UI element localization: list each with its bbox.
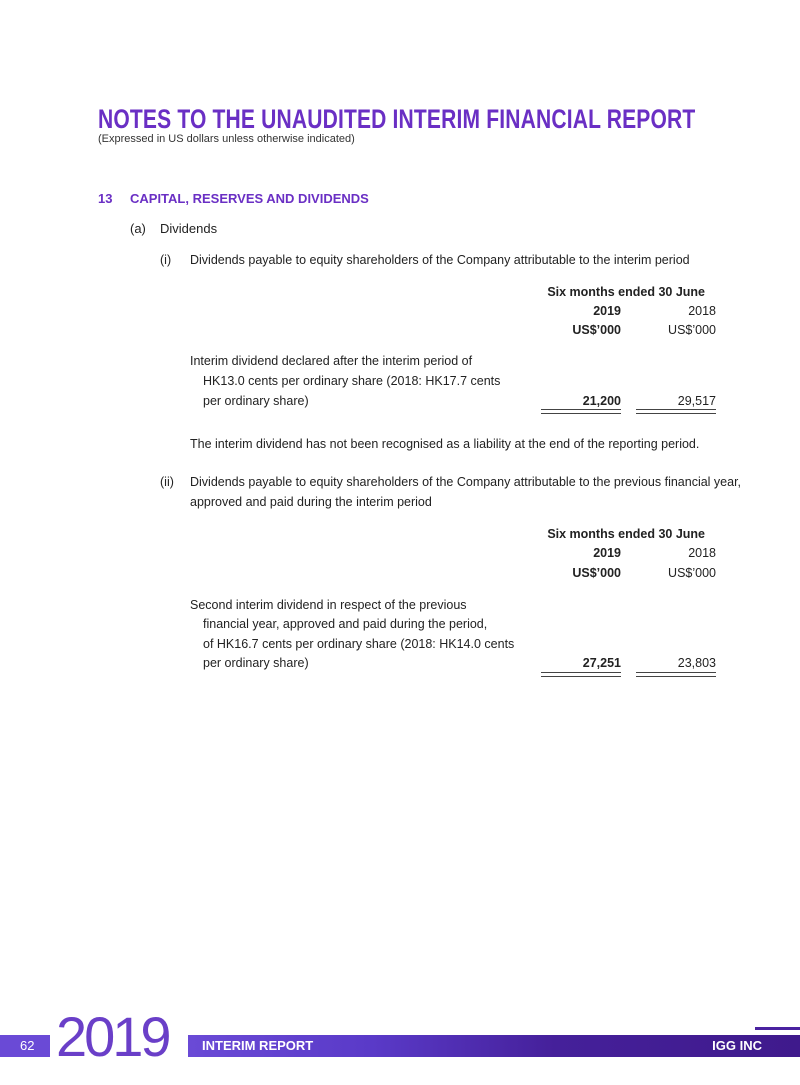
part-i-label: (i) [160,253,172,267]
subsection-title: Dividends [160,221,218,236]
part-ii-text: Dividends payable to equity shareholders of the Company attributable to the previous financial year, [190,475,742,489]
row-label-line: HK13.0 cents per ordinary share (2018: HK17.7 cents [203,374,501,388]
unit-2018: US$’000 [668,566,716,580]
table-period-header: Six months ended 30 June [547,527,705,541]
double-underline [636,672,716,677]
unit-2018: US$’000 [668,323,716,337]
year-2019: 2019 [593,546,621,560]
row-label-line: Interim dividend declared after the interim period of [190,354,473,368]
footer-accent-line [755,1027,800,1030]
part-i-note: The interim dividend has not been recognised as a liability at the end of the reporting period. [190,437,700,451]
row-label-line: Second interim dividend in respect of the previous [190,598,467,612]
double-underline [636,409,716,414]
part-ii-text: approved and paid during the interim period [190,495,432,509]
part-i-text: Dividends payable to equity shareholders of the Company attributable to the interim period [190,253,690,267]
row-label-line: of HK16.7 cents per ordinary share (2018: HK14.0 cents [203,637,515,651]
row-label-line: per ordinary share) [203,656,309,670]
year-2018: 2018 [688,304,716,318]
year-logo: 2019 [56,1005,169,1068]
row-label-line: per ordinary share) [203,394,309,408]
double-underline [541,672,621,677]
year-2018: 2018 [688,546,716,560]
row-label-line: financial year, approved and paid during the period, [203,617,488,631]
unit-2019: US$’000 [572,323,621,337]
unit-2019: US$’000 [572,566,621,580]
footer-report-label: INTERIM REPORT [202,1038,314,1053]
page-title: NOTES TO THE UNAUDITED INTERIM FINANCIAL REPORT [98,104,696,134]
value-2018: 29,517 [677,394,716,408]
subsection-label: (a) [130,221,146,236]
year-2019: 2019 [593,304,621,318]
double-underline [541,409,621,414]
value-2019: 27,251 [582,656,621,670]
table-period-header: Six months ended 30 June [547,285,705,299]
page-subtitle: (Expressed in US dollars unless otherwise indicated) [98,133,355,145]
value-2018: 23,803 [677,656,716,670]
page-number: 62 [20,1038,35,1053]
section-number: 13 [98,191,113,206]
part-ii-label: (ii) [160,475,174,489]
value-2019: 21,200 [582,394,621,408]
footer-company: IGG INC [712,1038,762,1053]
section-title: CAPITAL, RESERVES AND DIVIDENDS [130,191,369,206]
